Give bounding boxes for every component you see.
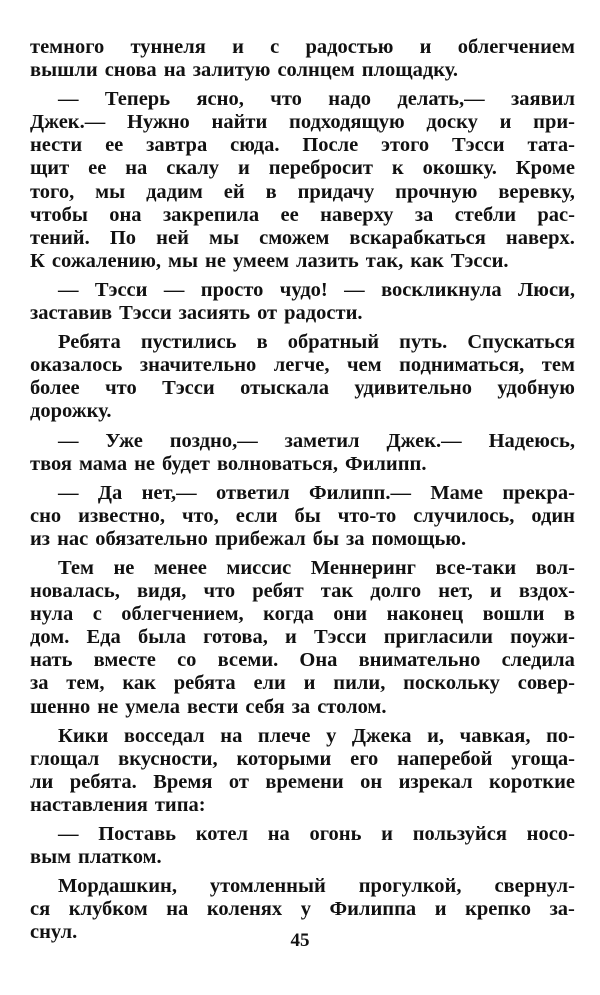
text-line: тений. По ней мы сможем вскарабкаться наверх. xyxy=(30,226,575,249)
text-line: Мордашкин, утомленный прогулкой, свернул- xyxy=(58,875,575,898)
text-line: заставив Тэсси засиять от радости. xyxy=(30,302,363,325)
paragraph xyxy=(30,331,575,423)
text-line: дорожку. xyxy=(30,400,112,423)
paragraph xyxy=(30,823,575,869)
text-line: Тем не менее миссис Меннеринг все-таки вол- xyxy=(58,556,575,579)
text-line: ся клубком на коленях у Филиппа и крепко за- xyxy=(30,898,575,921)
text-line: того, мы дадим ей в придачу прочную веревку, xyxy=(30,180,575,203)
text-line: щит ее на скалу и перебросит к окошку. Кроме xyxy=(30,157,575,180)
text-line: нула с облегчением, когда они наконец вошли в xyxy=(30,603,575,626)
text-line: — Тэсси — просто чудо! — воскликнула Люси, xyxy=(58,278,575,301)
paragraph xyxy=(30,430,575,476)
text-line: Джек.— Нужно найти подходящую доску и при- xyxy=(30,111,575,134)
text-line: дом. Еда была готова, и Тэсси пригласили поужи- xyxy=(30,626,575,649)
text-line: вым платком. xyxy=(30,846,162,869)
paragraph xyxy=(30,557,575,719)
text-line: — Уже поздно,— заметил Джек.— Надеюсь, xyxy=(58,429,575,452)
text-line: более что Тэсси отыскала удивительно удобную xyxy=(30,377,575,400)
paragraph xyxy=(30,725,575,817)
text-line: Ребята пустились в обратный путь. Спускаться xyxy=(58,331,575,354)
text-line: ли ребята. Время от времени он изрекал короткие xyxy=(30,770,575,793)
text-line: нать вместе со всеми. Она внимательно следила xyxy=(30,649,575,672)
paragraph xyxy=(30,36,575,82)
text-line: из нас обязательно прибежал бы за помощью. xyxy=(30,527,467,550)
text-line: твоя мама не будет волноваться, Филипп. xyxy=(30,452,427,475)
text-line: — Поставь котел на огонь и пользуйся носо- xyxy=(58,823,575,845)
paragraph xyxy=(30,279,575,325)
text-line: К сожалению, мы не умеем лазить так, как Тэсси. xyxy=(30,249,509,272)
text-line: глощал вкусности, которыми его наперебой угоща- xyxy=(30,747,575,770)
page-number: 45 xyxy=(290,930,310,951)
text-line: шенно не умела вести себя за столом. xyxy=(30,695,387,718)
text-line: нести ее завтра сюда. После этого Тэсси тата- xyxy=(30,134,575,157)
text-line: оказалось значительно легче, чем подниматься, тем xyxy=(30,354,575,377)
text-line: вышли снова на залитую солнцем площадку. xyxy=(30,59,459,82)
paragraph xyxy=(30,88,575,273)
text-line: чтобы она закрепила ее наверху за стебли рас- xyxy=(30,203,575,226)
text-line: — Да нет,— ответил Филипп.— Маме прекра- xyxy=(58,481,575,504)
text-line: сно известно, что, если бы что-то случилось, один xyxy=(30,504,575,527)
page-body xyxy=(30,36,575,944)
text-line: наставления типа: xyxy=(30,793,206,816)
text-line: — Теперь ясно, что надо делать,— заявил xyxy=(58,88,575,111)
paragraph xyxy=(30,482,575,551)
text-line: новалась, видя, что ребят так долго нет, и вздох- xyxy=(30,580,575,603)
text-line: снул. xyxy=(30,921,78,944)
text-line: Кики восседал на плече у Джека и, чавкая, по- xyxy=(58,724,575,747)
text-line: темного туннеля и с радостью и облегчением xyxy=(30,36,575,58)
text-line: за тем, как ребята ели и пили, поскольку совер- xyxy=(30,672,575,695)
